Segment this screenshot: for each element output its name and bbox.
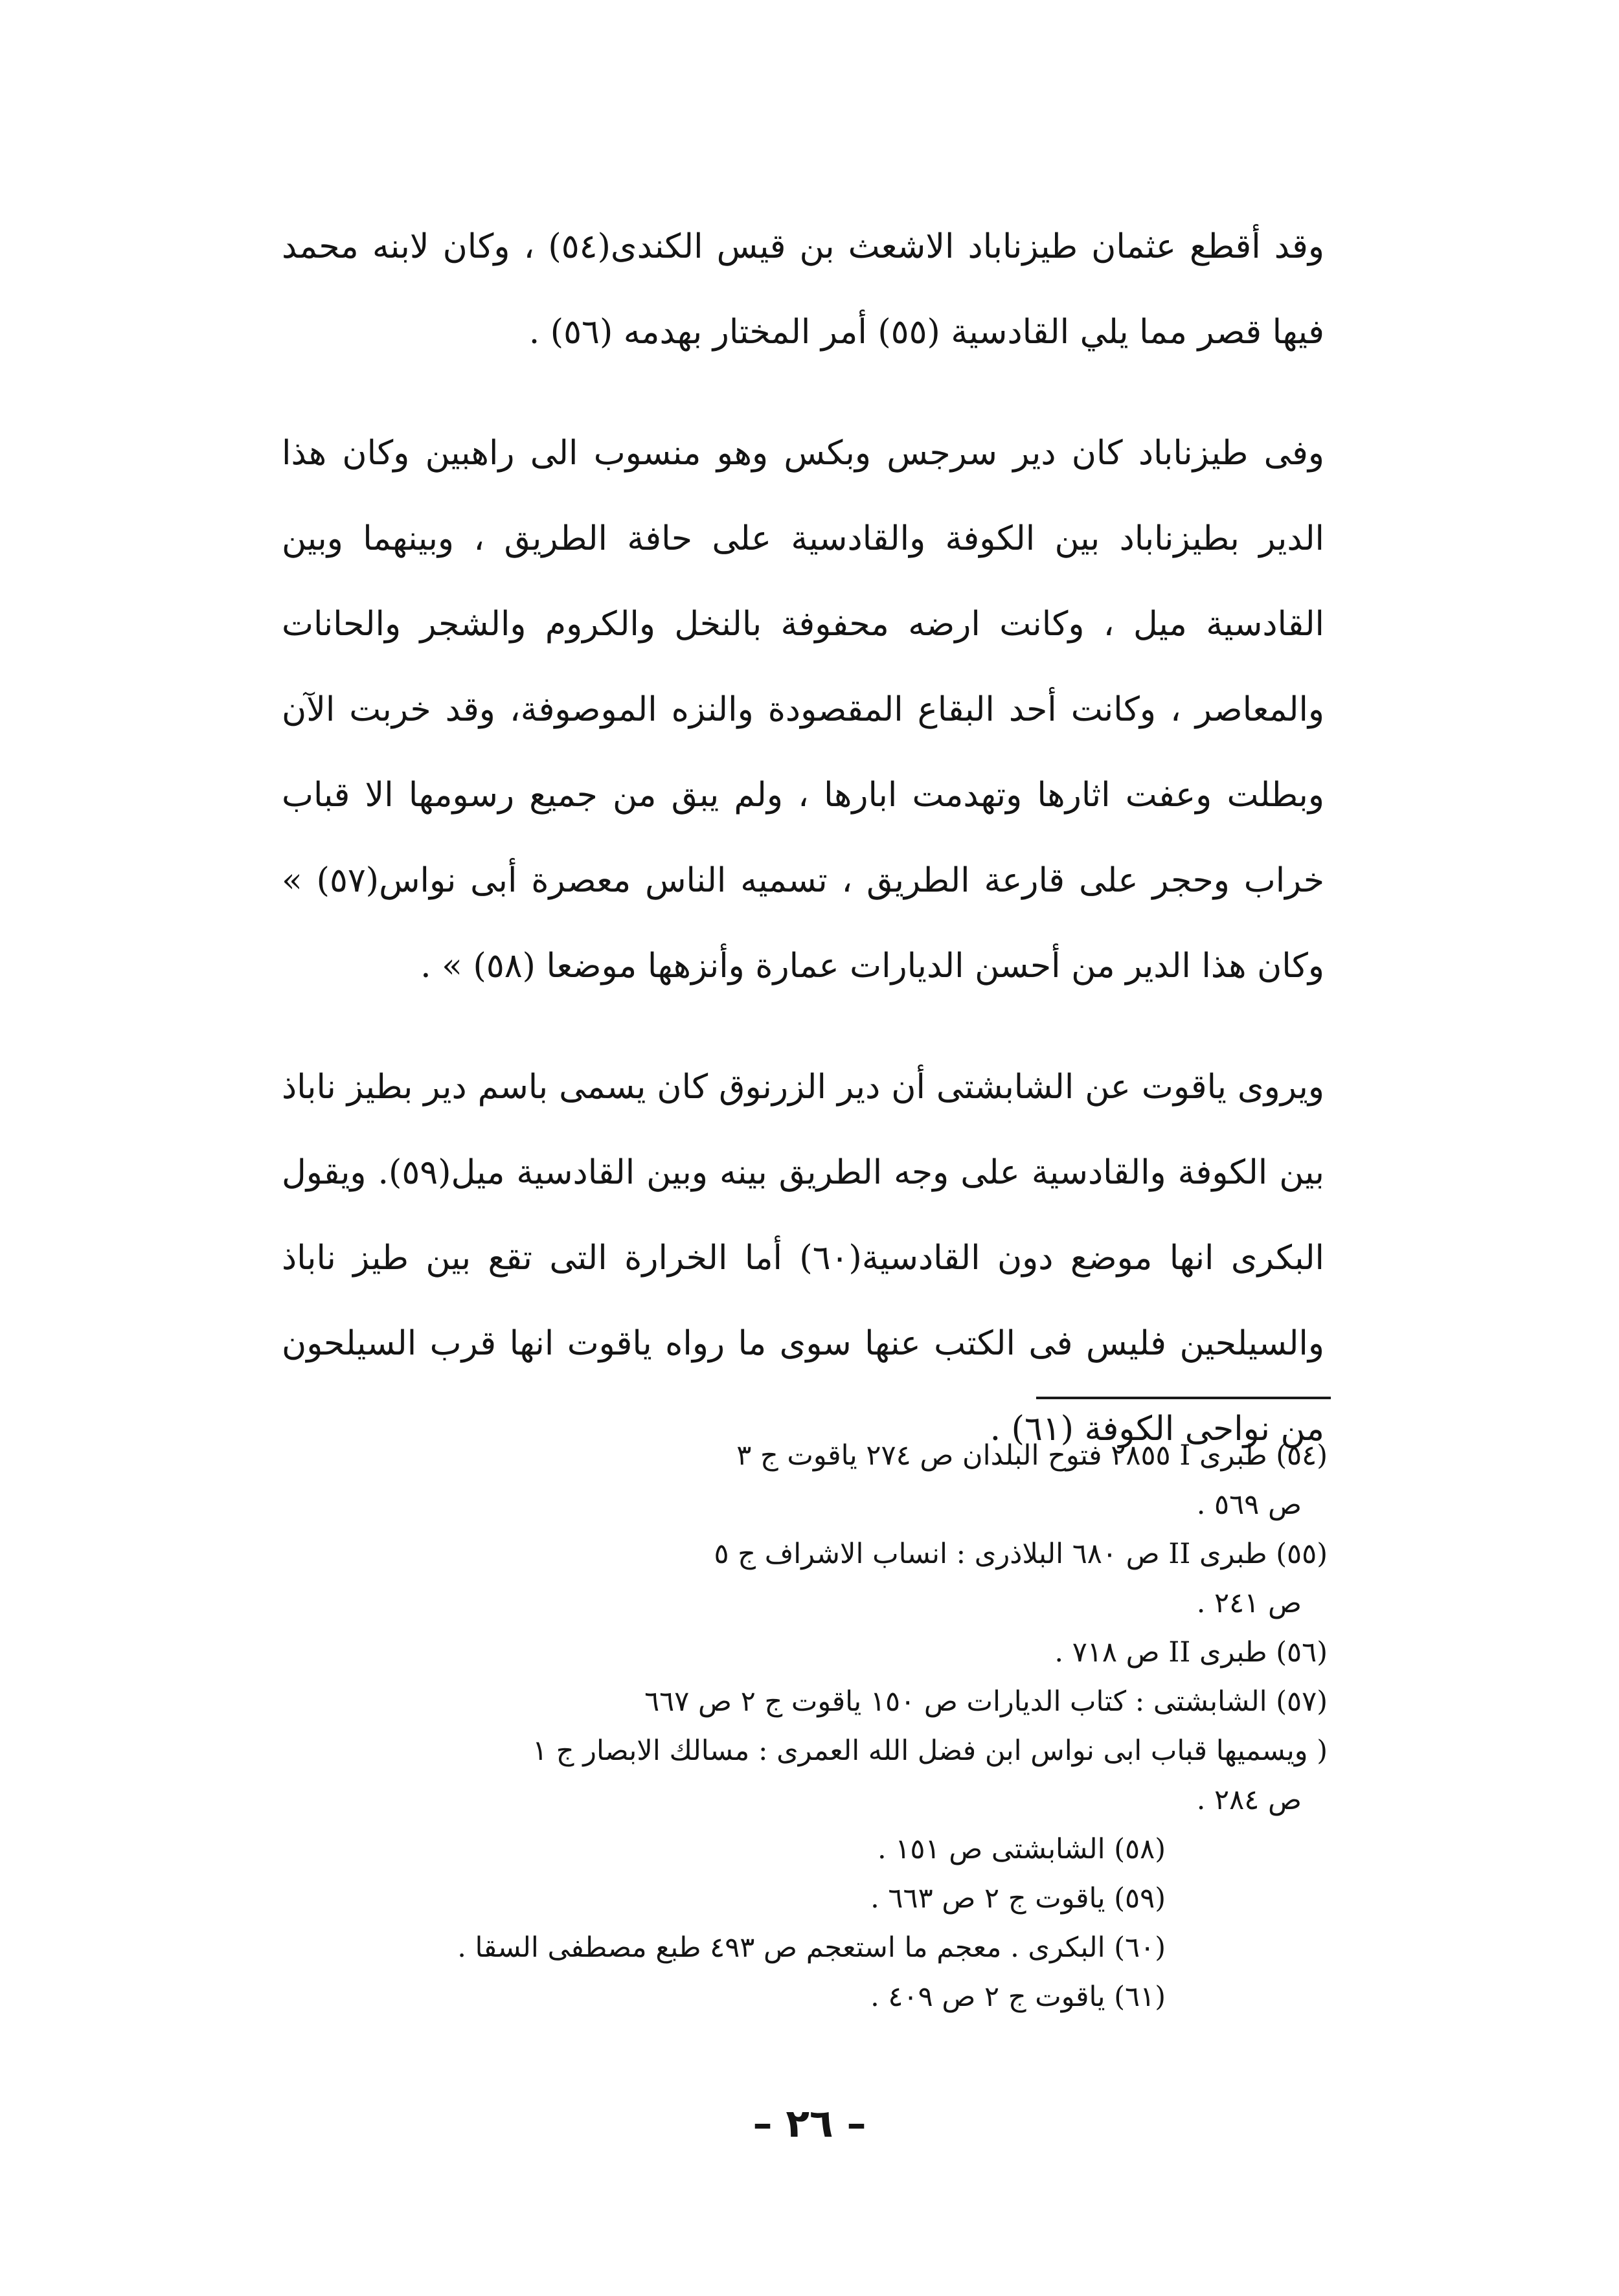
footnotes — [266, 1431, 1328, 2021]
footnote-line: (٥٩) ياقوت ج ٢ ص ٦٦٣ . — [870, 1882, 1166, 1915]
paragraph-1: وقد أقطع عثمان طيزناباد الاشعث بن قيس الكندى(٥٤) ، وكان لابنه محمد فيها قصر مما يلي القادسية (٥٥) أمر المختار بهدمه (٥٦) . — [282, 227, 1325, 352]
page-number: – ٢٦ – — [753, 2101, 866, 2146]
footnote-line: ص ٢٨٤ . — [1196, 1784, 1302, 1816]
paragraph-3: ويروى ياقوت عن الشابشتى أن دير الزرنوق كان يسمى باسم دير بطيز ناباذ بين الكوفة والقادسية على وجه الطريق بينه وبين القادسية ميل(٥٩). ويقول البكرى انها موضع دون القادسية(٦٠) أما الخرارة التى تقع بين طيز ناباذ والسيلحين فليس فى الكتب عنها سوى ما رواه ياقوت انها قرب السيلحون من نواحى الكوفة (٦١) . — [282, 1068, 1325, 1448]
footnote-line: (٥٦) طبرى II ص ٧١٨ . — [1054, 1636, 1328, 1669]
footnote-line: (٥٤) طبرى I ٢٨٥٥ فتوح البلدان ص ٢٧٤ ياقوت ج ٣ — [736, 1439, 1328, 1472]
footnote-line: ( ويسميها قباب ابى نواس ابن فضل الله العمرى : مسالك الابصار ج ١ — [532, 1735, 1328, 1767]
footnote-line: (٥٧) الشابشتى : كتاب الديارات ص ١٥٠ ياقوت ج ٢ ص ٦٦٧ — [644, 1685, 1328, 1718]
footnote-line: ص ٢٤١ . — [1196, 1587, 1302, 1619]
footnote-line: (٥٨) الشابشتى ص ١٥١ . — [877, 1833, 1166, 1865]
footnote-line: (٥٥) طبرى II ص ٦٨٠ البلاذرى : انساب الاشراف ج ٥ — [714, 1538, 1328, 1570]
footnote-line: ص ٥٦٩ . — [1196, 1489, 1302, 1521]
footnote-line: (٦١) ياقوت ج ٢ ص ٤٠٩ . — [870, 1981, 1166, 2013]
footnote-separator — [1036, 1397, 1331, 1399]
paragraph-2: وفى طيزناباد كان دير سرجس وبكس وهو منسوب الى راهبين وكان هذا الدير بطيزناباد بين الكوفة والقادسية على حافة الطريق ، وبينهما وبين القادسية ميل ، وكانت ارضه محفوفة بالنخل والكروم والشجر والحانات والمعاصر ، وكانت أحد البقاع المقصودة والنزه الموصوفة، وقد خربت الآن وبطلت وعفت اثارها وتهدمت ابارها ، ولم يبق من جميع رسومها الا قباب خراب وحجر على قارعة الطريق ، تسميه الناس معصرة أبى نواس(٥٧) » وكان هذا الدير من أحسن الديارات عمارة وأنزهها موضعا (٥٨) » . — [282, 434, 1324, 985]
footnote-line: (٦٠) البكرى . معجم ما استعجم ص ٤٩٣ طبع مصطفى السقا . — [457, 1931, 1166, 1964]
main-text — [282, 204, 1324, 1507]
